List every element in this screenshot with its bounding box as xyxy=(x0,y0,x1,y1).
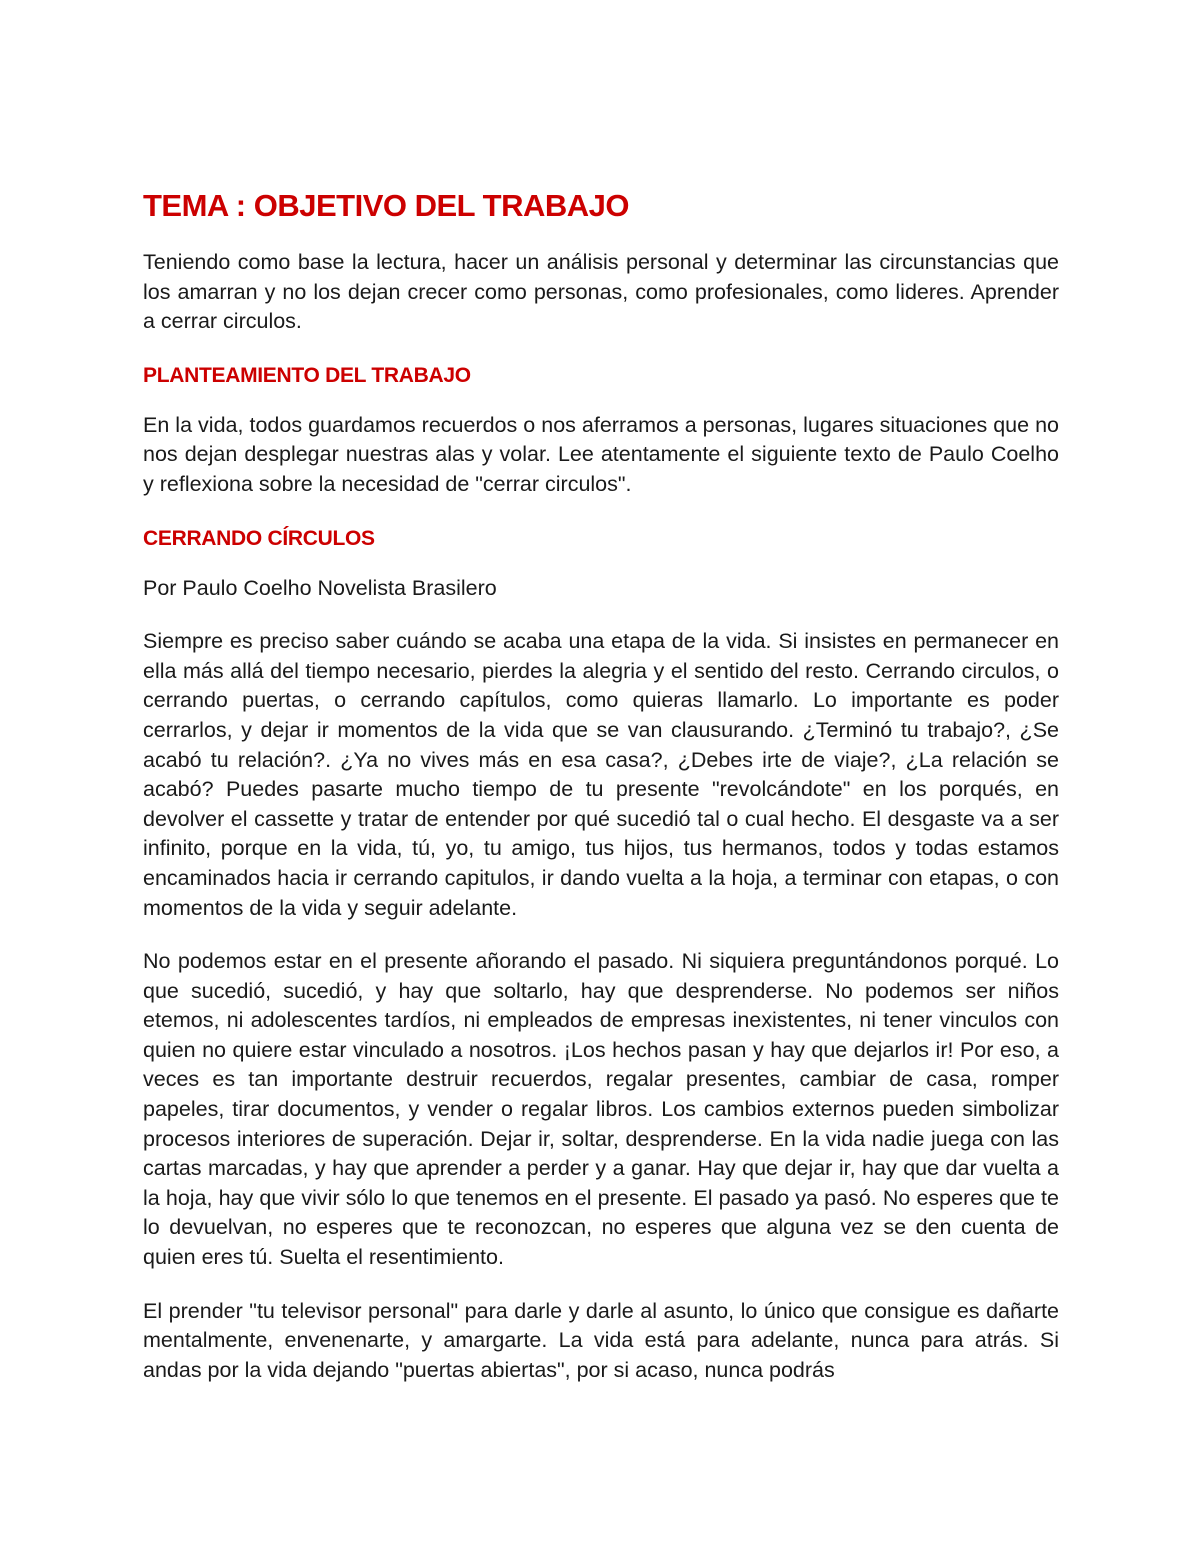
author-line: Por Paulo Coelho Novelista Brasilero xyxy=(143,575,497,600)
document-title: TEMA : OBJETIVO DEL TRABAJO xyxy=(143,188,629,223)
body-paragraph-3: El prender "tu televisor personal" para darle y darle al asunto, lo único que consigue es dañarte mentalmente, envenenarte, y amargarte. La vida está para adelante, nunca para atrás. Si andas por la vida dejando "puertas abiertas", por si acaso, nunca podrás xyxy=(143,1298,1059,1382)
section-heading-planteamiento: PLANTEAMIENTO DEL TRABAJO xyxy=(143,363,471,387)
body-paragraph-2: No podemos estar en el presente añorando el pasado. Ni siquiera preguntándonos porqué. Lo que sucedió, sucedió, y hay que soltarlo, hay que desprenderse. No podemos ser niños etemos, ni adolescentes tardíos, ni empleados de empresas inexistentes, ni tener vinculos con quien no quiere estar vinculado a nosotros. ¡Los hechos pasan y hay que dejarlos ir! Por eso, a veces es tan importante destruir recuerdos, regalar presentes, cambiar de casa, romper papeles, tirar documentos, y vender o regalar libros. Los cambios externos pueden simbolizar procesos interiores de superación. Dejar ir, soltar, desprenderse. En la vida nadie juega con las cartas marcadas, y hay que aprender a perder y a ganar. Hay que dejar ir, hay que dar vuelta a la hoja, hay que vivir sólo lo que tenemos en el presente. El pasado ya pasó. No esperes que te lo devuelvan, no esperes que te reconozcan, no esperes que alguna vez se den cuenta de quien eres tú. Suelta el resentimiento. xyxy=(143,949,1059,1270)
body-paragraph-1: Siempre es preciso saber cuándo se acaba una etapa de la vida. Si insistes en permanecer en ella más allá del tiempo necesario, pierdes la alegria y el sentido del resto. Cerrando circulos, o cerrando puertas, o cerrando capítulos, como quieras llamarlo. Lo importante es poder cerrarlos, y dejar ir momentos de la vida que se van clausurando. ¿Terminó tu trabajo?, ¿Se acabó tu relación?. ¿Ya no vives más en esa casa?, ¿Debes irte de viaje?, ¿La relación se acabó? Puedes pasarte mucho tiempo de tu presente "revolcándote" en los porqués, en devolver el cassette y tratar de entender por qué sucedió tal o cual hecho. El desgaste va a ser infinito, porque en la vida, tú, yo, tu amigo, tus hijos, tus hermanos, todos y todas estamos encaminados hacia ir cerrando capitulos, ir dando vuelta a la hoja, a terminar con etapas, o con momentos de la vida y seguir adelante. xyxy=(143,629,1059,920)
section-heading-cerrando-circulos: CERRANDO CÍRCULOS xyxy=(143,526,375,550)
intro-paragraph: Teniendo como base la lectura, hacer un análisis personal y determinar las circunstancias que los amarran y no los dejan crecer como personas, como profesionales, como lideres. Aprender a cerrar circulos. xyxy=(143,250,1059,334)
planteamiento-paragraph: En la vida, todos guardamos recuerdos o nos aferramos a personas, lugares situaciones que no nos dejan desplegar nuestras alas y volar. Lee atentamente el siguiente texto de Paulo Coelho y reflexiona sobre la necesidad de "cerrar circulos". xyxy=(143,412,1059,496)
document-page xyxy=(143,186,1059,1385)
